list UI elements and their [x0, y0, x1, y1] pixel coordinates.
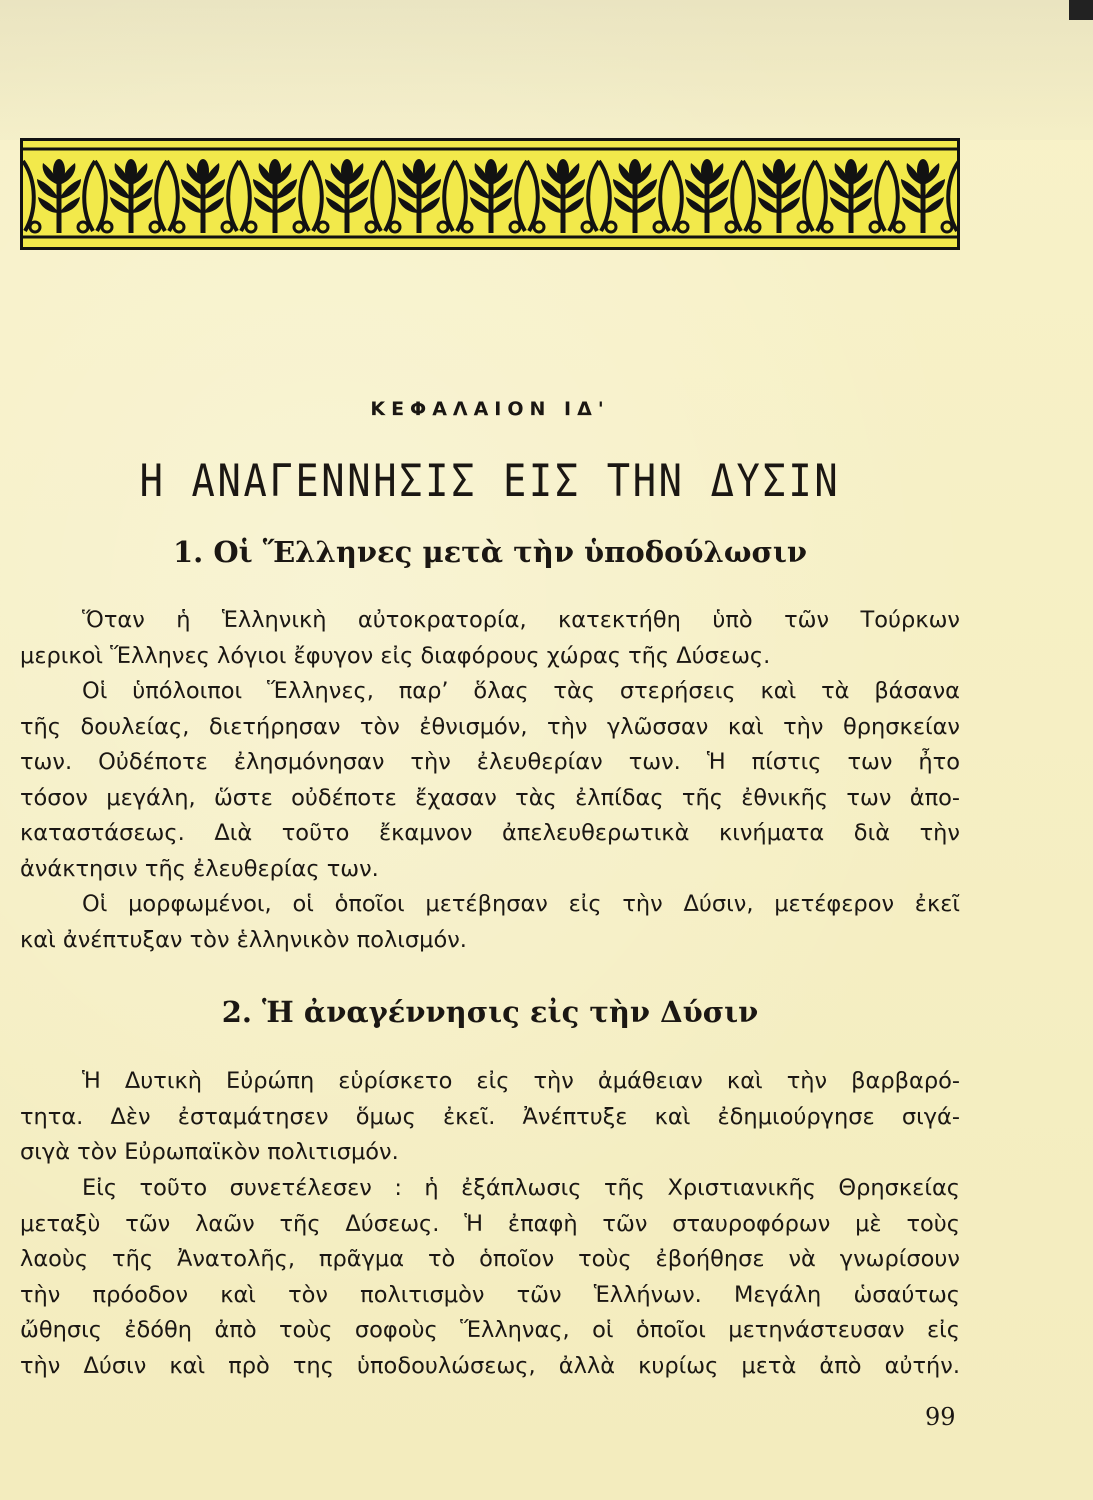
paragraph — [20, 603, 960, 674]
palmette-ornament-icon — [23, 141, 957, 247]
text-line: των. Οὐδέποτε ἐλησμόνησαν τὴν ἐλευθερίαν των. Ἡ πίστις των ἦτο — [20, 749, 960, 776]
text-line: Ὅταν ἡ Ἑλληνικὴ αὐτοκρατορία, κατεκτήθη ὑπὸ τῶν Τούρκων — [82, 607, 960, 633]
text-line: τητα. Δὲν ἐσταμάτησεν ὅμως ἐκεῖ. Ἀνέπτυξε καὶ ἐδημιούργησε σιγά- — [20, 1103, 960, 1130]
page-number: 99 — [925, 1403, 956, 1431]
text-line: Ἡ Δυτικὴ Εὐρώπη εὑρίσκετο εἰς τὴν ἀμάθειαν καὶ τὴν βαρβαρό- — [82, 1068, 960, 1094]
paragraph — [20, 1171, 960, 1385]
text-line: καὶ ἀνέπτυξαν τὸν ἑλληνικὸν πολισμόν. — [20, 926, 467, 953]
paragraph — [20, 1064, 960, 1171]
text-line: ἀνάκτησιν τῆς ἐλευθερίας των. — [20, 855, 379, 882]
text-line: Εἰς τοῦτο συνετέλεσεν : ἡ ἐξάπλωσις τῆς Χριστιανικῆς Θρησκείας — [82, 1175, 960, 1201]
chapter-label: ΚΕΦΑΛΑΙΟΝ ΙΔ' — [370, 398, 610, 420]
text-line: τῆς δουλείας, διετήρησαν τὸν ἐθνισμόν, τὴν γλῶσσαν καὶ τὴν θρησκείαν — [20, 713, 960, 740]
text-line: Οἱ ὑπόλοιποι Ἕλληνες, παρ’ ὅλας τὰς στερήσεις καὶ τὰ βάσανα — [82, 678, 960, 704]
show-through-background — [0, 0, 1093, 140]
scan-corner-mark — [1069, 0, 1093, 20]
text-line: μερικοὶ Ἕλληνες λόγιοι ἔφυγον εἰς διαφόρους χώρας τῆς Δύσεως. — [20, 642, 771, 669]
text-line: λαοὺς τῆς Ἀνατολῆς, πρᾶγμα τὸ ὁποῖον τοὺς ἐβοήθησε νὰ γνωρίσουν — [20, 1246, 960, 1273]
text-line: τόσον μεγάλη, ὥστε οὐδέποτε ἔχασαν τὰς ἐλπίδας τῆς ἐθνικῆς των ἀπο- — [20, 784, 960, 811]
paragraph — [20, 674, 960, 888]
text-line: τὴν πρόοδον καὶ τὸν πολιτισμὸν τῶν Ἑλλήνων. Μεγάλη ὡσαύτως — [20, 1281, 960, 1308]
section-heading-1: 1. Οἱ Ἕλληνες μετὰ τὴν ὑποδούλωσιν — [172, 535, 808, 569]
text-line: σιγὰ τὸν Εὐρωπαϊκὸν πολιτισμόν. — [20, 1139, 399, 1166]
text-line: μεταξὺ τῶν λαῶν τῆς Δύσεως. Ἡ ἐπαφὴ τῶν σταυροφόρων μὲ τοὺς — [20, 1210, 960, 1237]
text-line: τὴν Δύσιν καὶ πρὸ της ὑποδουλώσεως, ἀλλὰ κυρίως μετὰ ἀπὸ αὐτήν. — [20, 1352, 960, 1379]
text-line: ὤθησις ἐδόθη ἀπὸ τοὺς σοφοὺς Ἕλληνας, οἱ ὁποῖοι μετηνάστευσαν εἰς — [20, 1317, 960, 1344]
chapter-title: Η ΑΝΑΓΕΝΝΗΣΙΣ ΕΙΣ ΤΗΝ ΔΥΣΙΝ — [139, 456, 841, 507]
text-line: Οἱ μορφωμένοι, οἱ ὁποῖοι μετέβησαν εἰς τὴν Δύσιν, μετέφερον ἐκεῖ — [82, 891, 960, 917]
paragraph — [20, 887, 960, 958]
ornamental-frieze — [20, 138, 960, 250]
text-line: καταστάσεως. Διὰ τοῦτο ἔκαμνον ἀπελευθερωτικὰ κινήματα διὰ τὴν — [20, 820, 960, 847]
section-heading-2: 2. Ἡ ἀναγέννησις εἰς τὴν Δύσιν — [221, 995, 759, 1029]
